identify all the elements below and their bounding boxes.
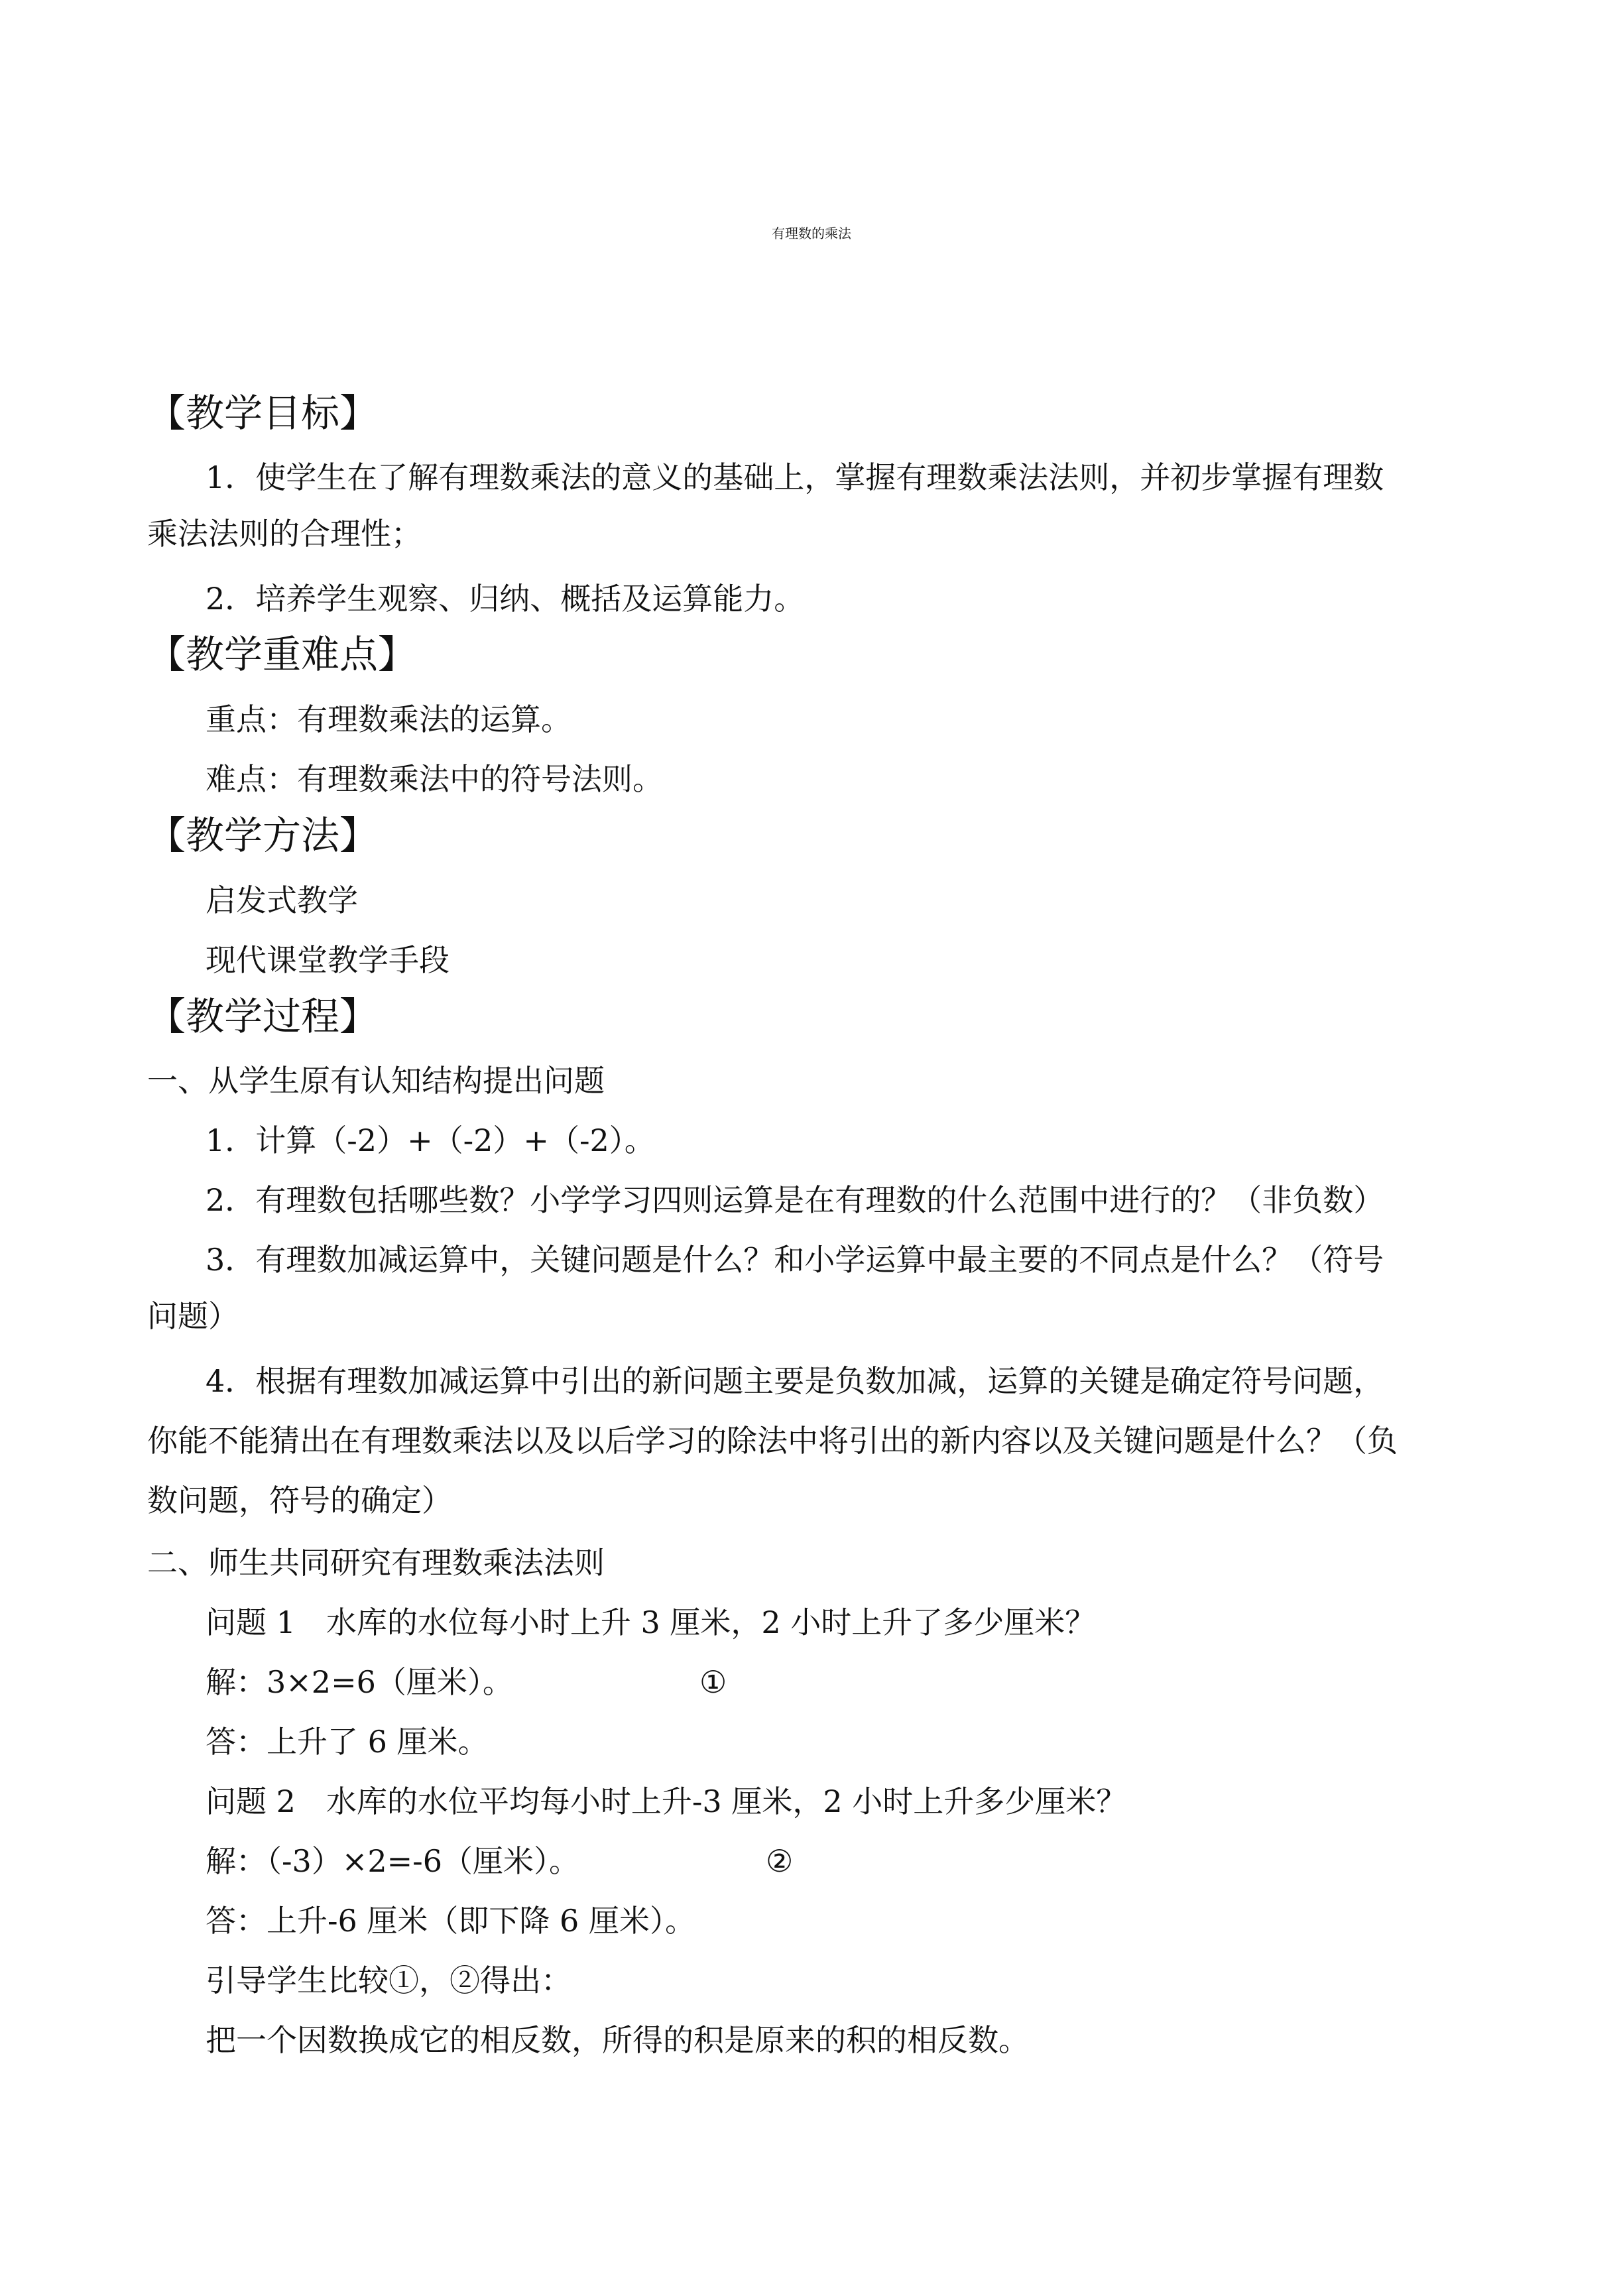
equation-marker-1: ① [699,1664,727,1700]
subsection-heading: 二、师生共同研究有理数乘法法则 [147,1545,605,1581]
section-heading-methods: 【教学方法】 [147,813,379,858]
page-title: 有理数的乘法 [772,225,851,241]
paragraph-line: 问题 2 水库的水位平均每小时上升-3 厘米，2 小时上升多少厘米？ [206,1783,1127,1819]
paragraph-line: 把一个因数换成它的相反数，所得的积是原来的积的相反数。 [206,2022,1029,2058]
paragraph-line: 数问题，符号的确定） [147,1482,452,1518]
paragraph-line: 解：3×2=6（厘米）。 [206,1664,513,1700]
paragraph-line: 乘法法则的合理性； [147,516,422,552]
paragraph-line: 3．有理数加减运算中，关键问题是什么？和小学运算中最主要的不同点是什么？（符号 [206,1242,1384,1278]
subsection-heading: 一、从学生原有认知结构提出问题 [147,1063,605,1099]
section-heading-process: 【教学过程】 [147,994,379,1039]
paragraph-line: 问题） [147,1298,239,1334]
equation-marker-2: ② [766,1843,794,1879]
paragraph-line: 答：上升-6 厘米（即下降 6 厘米）。 [206,1903,695,1939]
paragraph-line: 1．计算（-2）+（-2）+（-2）。 [206,1122,655,1158]
paragraph-line: 你能不能猜出在有理数乘法以及以后学习的除法中将引出的新内容以及关键问题是什么？（负 [147,1423,1398,1459]
section-heading-objectives: 【教学目标】 [147,391,379,436]
paragraph-line: 问题 1 水库的水位每小时上升 3 厘米，2 小时上升了多少厘米？ [206,1604,1096,1640]
paragraph-line: 引导学生比较①，②得出： [206,1963,571,1998]
section-heading-key-points: 【教学重难点】 [147,632,417,677]
paragraph-line: 启发式教学 [206,882,358,918]
paragraph-line: 2．有理数包括哪些数？小学学习四则运算是在有理数的什么范围中进行的？（非负数） [206,1182,1384,1218]
paragraph-line: 重点：有理数乘法的运算。 [206,701,571,737]
paragraph-line: 难点：有理数乘法中的符号法则。 [206,761,663,797]
paragraph-line: 答：上升了 6 厘米。 [206,1724,489,1760]
paragraph-line: 1．使学生在了解有理数乘法的意义的基础上，掌握有理数乘法法则，并初步掌握有理数 [206,459,1384,495]
paragraph-line: 4．根据有理数加减运算中引出的新问题主要是负数加减，运算的关键是确定符号问题， [206,1363,1384,1399]
paragraph-line: 2．培养学生观察、归纳、概括及运算能力。 [206,581,805,617]
paragraph-line: 解：（-3）×2=-6（厘米）。 [206,1843,579,1879]
paragraph-line: 现代课堂教学手段 [206,942,450,978]
